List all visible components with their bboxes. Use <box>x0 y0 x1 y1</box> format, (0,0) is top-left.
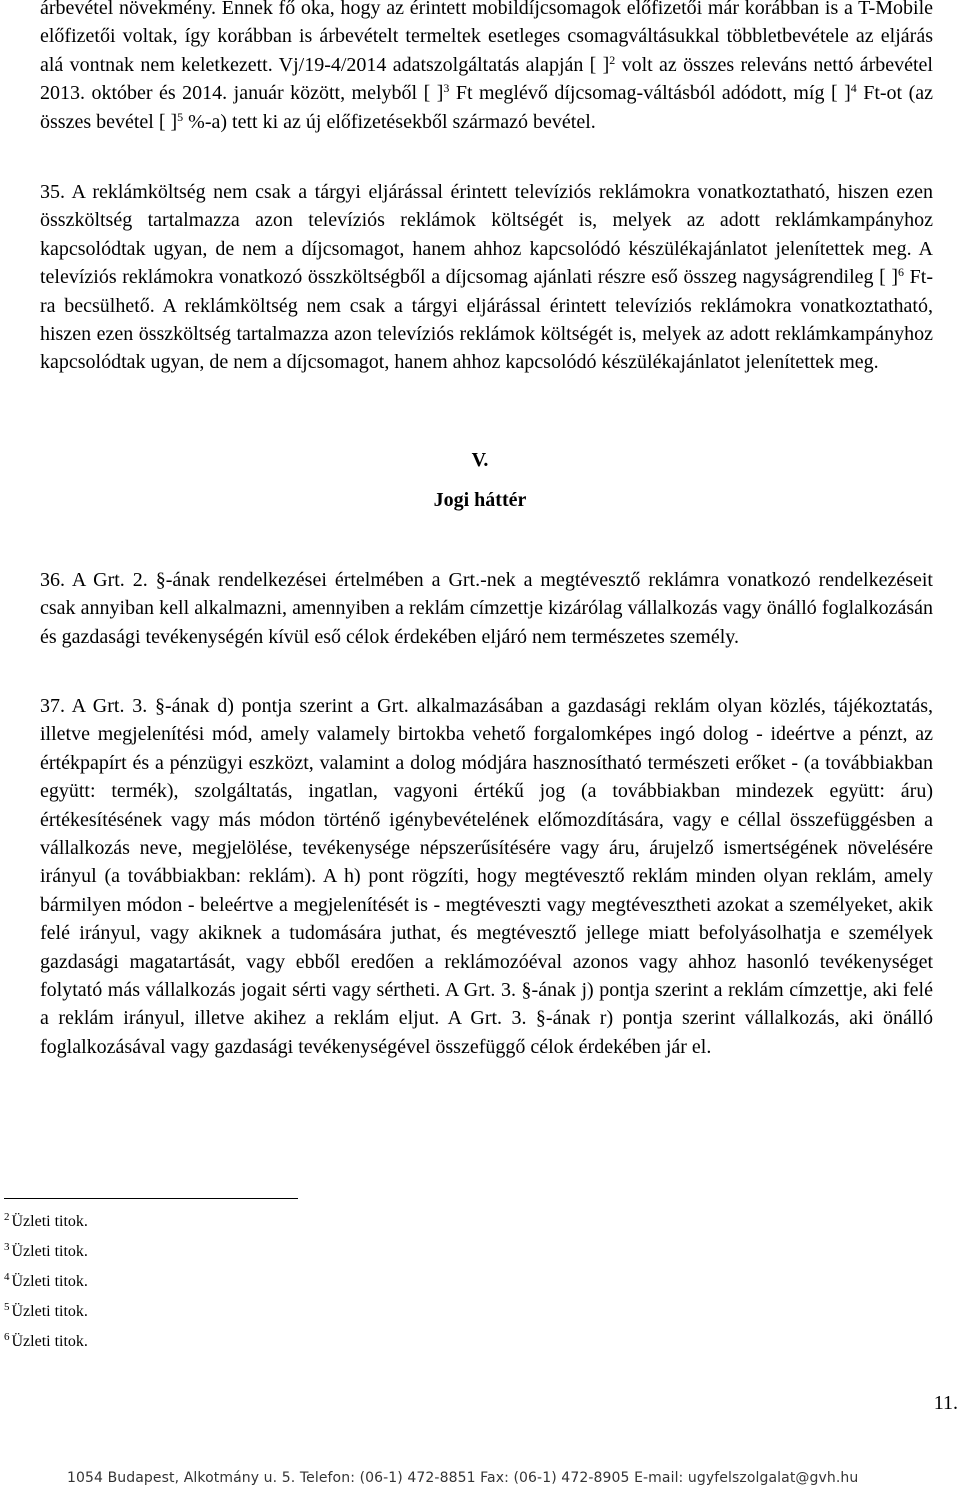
text-run: 35. A reklámköltség nem csak a tárgyi eljárással érintett televíziós reklámokra vonatkoztatható, hiszen ezen összköltség tartalmazza azon televíziós reklámok költségét is, melyek az adott reklámkampányhoz kapcsolódtak ugyan, de nem a díjcsomagot, hanem ahhoz kapcsolódó készülékajánlatot jelenítettek meg. A televíziós reklámokra vonatkozó összköltségből a díjcsomag ajánlati részre eső összeg nagyságrendileg [ ] <box>40 181 933 289</box>
footnote-5 <box>4 1302 88 1322</box>
footnote-ref: 3 <box>443 81 450 96</box>
footnote-number: 6 <box>4 1331 10 1343</box>
page-number: 11. <box>933 1392 958 1414</box>
footnote-6 <box>4 1332 88 1352</box>
text-run: %-a) tett ki az új előfizetésekből származó bevétel. <box>183 110 596 133</box>
paragraph-35 <box>40 178 933 377</box>
text-run: Ft meglévő díjcsomag-váltásból adódott, míg [ ] <box>449 82 851 105</box>
footer-contact: 1054 Budapest, Alkotmány u. 5. Telefon: (06-1) 472-8851 Fax: (06-1) 472-8905 E-mail: ugyfelszolgalat@gvh.hu <box>67 1470 859 1486</box>
footnote-divider <box>4 1198 298 1199</box>
text-run: volt az összes releváns nettó árbevétel 2013. október és 2014. január között, melyből [ ] <box>40 53 933 105</box>
footnote-text: Üzleti titok. <box>11 1243 88 1260</box>
footnote-ref: 4 <box>850 81 857 96</box>
footnote-ref: 5 <box>177 109 184 124</box>
paragraph-36: 36. A Grt. 2. §-ának rendelkezései értelmében a Grt.-nek a megtévesztő reklámra vonatkozó rendelkezéseit csak annyiban kell alkalmazni, amennyiben a reklám címzettje kizárólag vállalkozás vagy önálló foglalkozásán és gazdasági tevékenységén kívül eső célok érdekében eljáró nem természetes személy. <box>40 569 933 648</box>
paragraph-37: 37. A Grt. 3. §-ának d) pontja szerint a Grt. alkalmazásában a gazdasági reklám olyan közlés, tájékoztatás, illetve megjelenítési mód, amely valamely birtokba vehető forgalomképes ingó dolog - ideértve a pénzt, az értékpapírt és a pénzügyi eszközt, valamint a dolog módjára hasznosítható természeti erőket - (a továbbiakban együtt: termék), szolgáltatás, ingatlan, vagyoni értékű jog (a továbbiakban mindezek együtt: áru) értékesítésének vagy más módon történő igénybevételének előmozdítására, vagy e céllal összefüggésben a vállalkozás neve, megjelölése, tevékenysége népszerűsítésére vagy áru, árujelző ismertségének növelésére irányul (a továbbiakban: reklám). A h) pont rögzíti, hogy megtévesztő reklám minden olyan reklám, amely bármilyen módon - beleértve a megjelenítését is - megtéveszti vagy megtévesztheti azokat a személyeket, akik felé irányul, vagy akiknek a tudomására juthat, és megtévesztő jellege miatt befolyásolhatja e személyek gazdasági magatartását, vagy ebből eredően a reklámozóéval azonos vagy ahhoz hasonló tevékenységet folytató más vállalkozás jogait sérti vagy sértheti. A Grt. 3. §-ának j) pontja szerint a reklám címzettje, aki felé a reklám irányul, illetve akihez a reklám eljut. A Grt. 3. §-ának r) pontja szerint vállalkozás, aki önálló foglalkozásával vagy gazdasági tevékenységével összefüggő célok érdekében jár el. <box>40 695 933 1058</box>
footnote-text: Üzleti titok. <box>11 1303 88 1320</box>
text-run: árbevétel növekmény. Ennek fő oka, hogy az érintett mobildíjcsomagok előfizetői már korábban is a T-Mobile előfizetői voltak, így korábban is árbevételt termeltek esetleges csomagváltásukkal többletbevétele az eljárás alá vontnak nem keletkezett. Vj/19-4/2014 adatszolgáltatás alapján [ ] <box>40 0 933 76</box>
footnote-4 <box>4 1272 88 1292</box>
footnote-2 <box>4 1212 88 1232</box>
section-number: V. <box>471 449 489 471</box>
footnote-ref: 2 <box>609 52 616 67</box>
footnote-text: Üzleti titok. <box>11 1213 88 1230</box>
footnote-number: 3 <box>4 1241 10 1253</box>
text-run: Ft-ot (az összes bevétel [ ] <box>40 82 933 133</box>
footnote-text: Üzleti titok. <box>11 1333 88 1350</box>
footnote-number: 2 <box>4 1211 10 1223</box>
text-run: Ft-ra becsülhető. A reklámköltség nem csak a tárgyi eljárással érintett televíziós reklámokra vonatkoztatható, hiszen ezen összköltség tartalmazza azon televíziós reklámok költségét is, melyek az adott reklámkampányhoz kapcsolódtak ugyan, de nem a díjcsomagot, hanem ahhoz kapcsolódó készülékajánlatot jelenítettek meg. <box>40 266 933 374</box>
footnote-number: 4 <box>4 1271 10 1283</box>
section-title: Jogi háttér <box>433 489 527 511</box>
footnote-ref: 6 <box>898 265 905 280</box>
paragraph-continuation <box>40 0 933 136</box>
footnote-3 <box>4 1242 88 1262</box>
footnote-number: 5 <box>4 1301 10 1313</box>
footnote-text: Üzleti titok. <box>11 1273 88 1290</box>
